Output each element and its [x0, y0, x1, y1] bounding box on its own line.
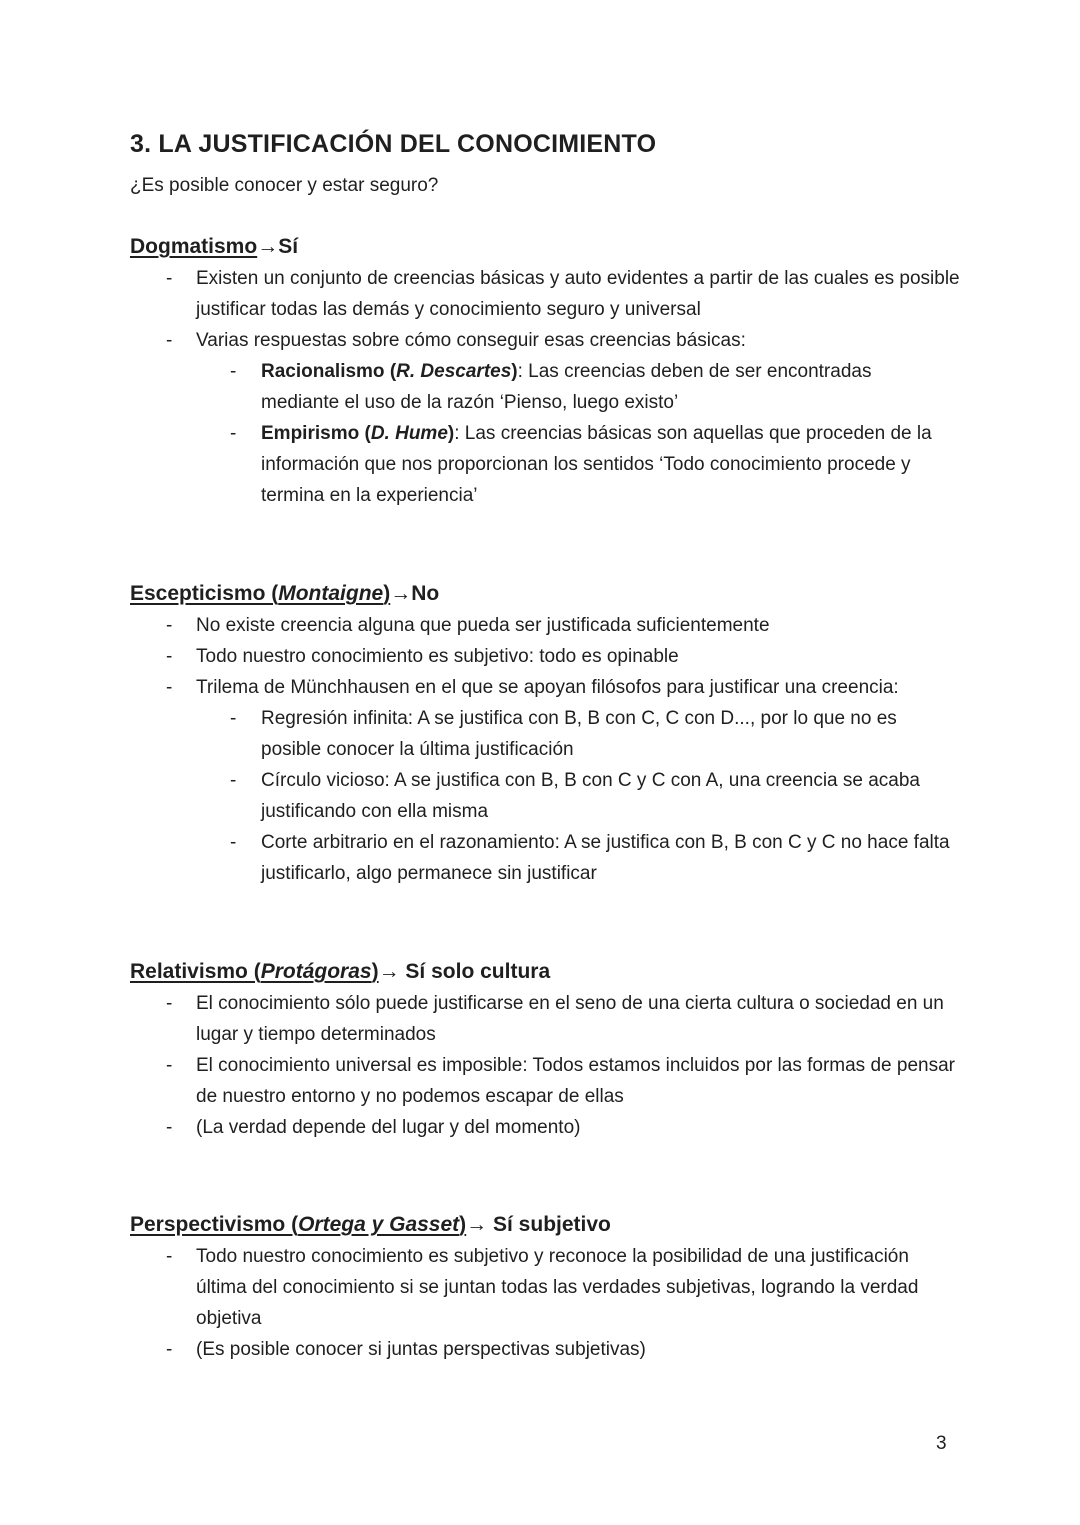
item-text: Todo nuestro conocimiento es subjetivo: todo es opinable [196, 646, 679, 667]
heading-name: Perspectivismo ( [130, 1213, 299, 1236]
bullet: - [166, 1055, 173, 1076]
item-author: D. Hume [370, 423, 448, 444]
list-item [130, 1112, 960, 1143]
list-item [130, 610, 960, 641]
section-heading [130, 1209, 960, 1241]
list-item [130, 1050, 960, 1112]
heading-author: Ortega y Gasset [298, 1213, 460, 1236]
heading-answer: →Sí [257, 235, 299, 258]
list-item [130, 418, 951, 511]
heading-name: Relativismo ( [130, 960, 261, 983]
bullet: - [230, 832, 237, 853]
list-item [130, 263, 960, 325]
item-label: Racionalismo ( [261, 361, 397, 382]
list-item [130, 356, 951, 418]
item-text: Varias respuestas sobre cómo conseguir esas creencias básicas: [196, 330, 746, 351]
bullet: - [166, 677, 173, 698]
heading-author: Montaigne [278, 582, 384, 605]
section-relativismo [130, 956, 960, 1143]
list-item [130, 325, 960, 356]
section-heading [130, 956, 960, 988]
item-label: Empirismo ( [261, 423, 371, 444]
page-number: 3 [936, 1433, 947, 1454]
item-text: (Es posible conocer si juntas perspectivas subjetivas) [196, 1339, 646, 1360]
item-text: Regresión infinita: A se justifica con B, B con C, C con D..., por lo que no es posible conocer la última justificación [261, 708, 897, 760]
item-author: R. Descartes [396, 361, 512, 382]
item-text: (La verdad depende del lugar y del momento) [196, 1117, 581, 1138]
bullet: - [230, 423, 237, 444]
subtitle: ¿Es posible conocer y estar seguro? [130, 175, 439, 196]
list-item [130, 1334, 960, 1365]
list-item [130, 765, 951, 827]
item-text: El conocimiento sólo puede justificarse en el seno de una cierta cultura o sociedad en un lugar y tiempo determinados [196, 993, 944, 1045]
list-item [130, 827, 951, 889]
item-text: : Las creencias básicas son aquellas que proceden de la información que nos proporcionan los sentidos ‘Todo conocimiento procede y termina en la experiencia’ [261, 423, 932, 506]
heading-answer: →No [390, 582, 440, 605]
bullet: - [166, 330, 173, 351]
heading-answer: → Sí subjetivo [466, 1213, 611, 1236]
heading-close: ) [459, 1213, 467, 1236]
item-text: Trilema de Münchhausen en el que se apoyan filósofos para justificar una creencia: [196, 677, 899, 698]
section-heading [130, 578, 960, 610]
list-item [130, 703, 951, 765]
bullet: - [166, 1339, 173, 1360]
list-item [130, 988, 960, 1050]
item-text: Corte arbitrario en el razonamiento: A se justifica con B, B con C y C no hace falta justificarlo, algo permanece sin justificar [261, 832, 950, 884]
heading-name: Dogmatismo [130, 235, 258, 258]
bullet: - [166, 646, 173, 667]
item-text: Círculo vicioso: A se justifica con B, B con C y C con A, una creencia se acaba justificando con ella misma [261, 770, 920, 822]
bullet: - [166, 615, 173, 636]
heading-close: ) [383, 582, 391, 605]
item-text: : Las creencias deben de ser encontradas mediante el uso de la razón ‘Pienso, luego existo’ [261, 361, 872, 413]
list-item [130, 672, 960, 703]
list-item [130, 641, 960, 672]
item-text: Todo nuestro conocimiento es subjetivo y reconoce la posibilidad de una justificación última del conocimiento si se juntan todas las verdades subjetivas, logrando la verdad objetiva [196, 1246, 919, 1329]
bullet: - [166, 1117, 173, 1138]
bullet: - [230, 708, 237, 729]
heading-author: Protágoras [260, 960, 372, 983]
heading-answer: → Sí solo cultura [378, 960, 551, 983]
item-text: El conocimiento universal es imposible: Todos estamos incluidos por las formas de pensar de nuestro entorno y no podemos escapar de ellas [196, 1055, 955, 1107]
item-close: ) [447, 423, 455, 444]
page-title: 3. LA JUSTIFICACIÓN DEL CONOCIMIENTO [130, 130, 657, 158]
bullet: - [166, 993, 173, 1014]
bullet: - [166, 1246, 173, 1267]
item-close: ) [511, 361, 518, 382]
bullet: - [166, 268, 173, 289]
section-perspectivismo [130, 1209, 960, 1365]
bullet: - [230, 770, 237, 791]
section-heading [130, 231, 960, 263]
heading-name: Escepticismo ( [130, 582, 279, 605]
list-item [130, 1241, 960, 1334]
section-escepticismo [130, 578, 960, 889]
section-dogmatismo [130, 231, 960, 511]
item-text: No existe creencia alguna que pueda ser justificada suficientemente [196, 615, 770, 636]
item-text: Existen un conjunto de creencias básicas y auto evidentes a partir de las cuales es posible justificar todas las demás y conocimiento seguro y universal [196, 268, 960, 320]
heading-close: ) [371, 960, 379, 983]
bullet: - [230, 361, 237, 382]
